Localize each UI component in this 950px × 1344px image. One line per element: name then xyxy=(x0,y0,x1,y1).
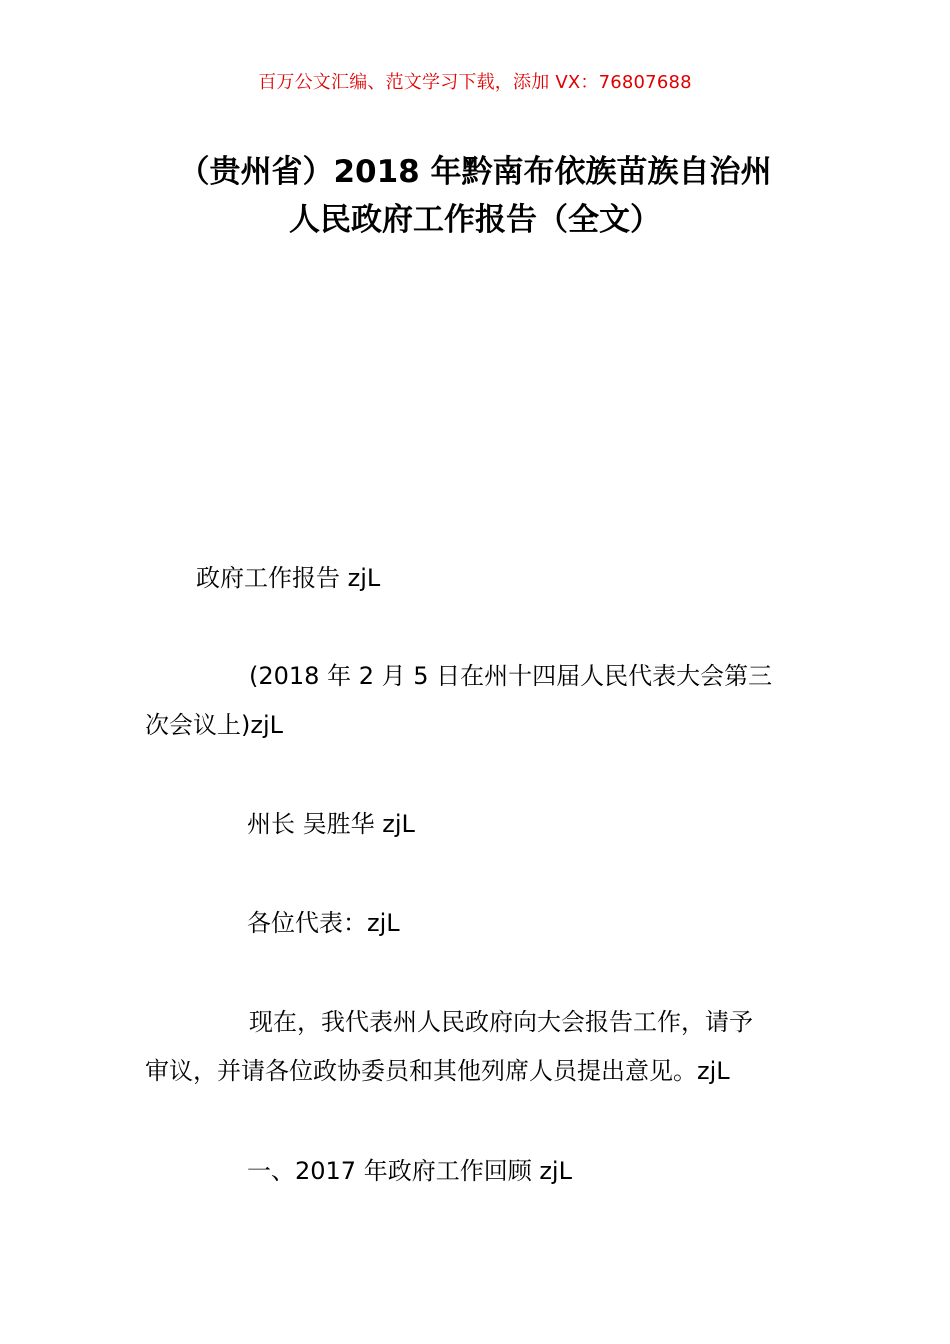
intro-paragraph-line-2: 审议，并请各位政协委员和其他列席人员提出意见。zjL xyxy=(145,1057,730,1085)
header-watermark: 百万公文汇编、范文学习下载，添加 VX：76807688 xyxy=(258,72,692,93)
document-title-line-2: 人民政府工作报告（全文） xyxy=(289,202,661,238)
date-line-2: 次会议上)zjL xyxy=(145,711,283,739)
section-heading-1: 一、2017 年政府工作回顾 zjL xyxy=(247,1157,572,1185)
date-line-1: (2018 年 2 月 5 日在州十四届人民代表大会第三 xyxy=(249,662,773,690)
document-title-line-1: （贵州省）2018 年黔南布依族苗族自治州 xyxy=(178,154,772,190)
greeting-line: 各位代表：zjL xyxy=(247,909,400,937)
mayor-line: 州长 吴胜华 zjL xyxy=(247,810,415,838)
intro-paragraph-line-1: 现在，我代表州人民政府向大会报告工作，请予 xyxy=(249,1008,753,1036)
report-heading: 政府工作报告 zjL xyxy=(196,564,381,592)
